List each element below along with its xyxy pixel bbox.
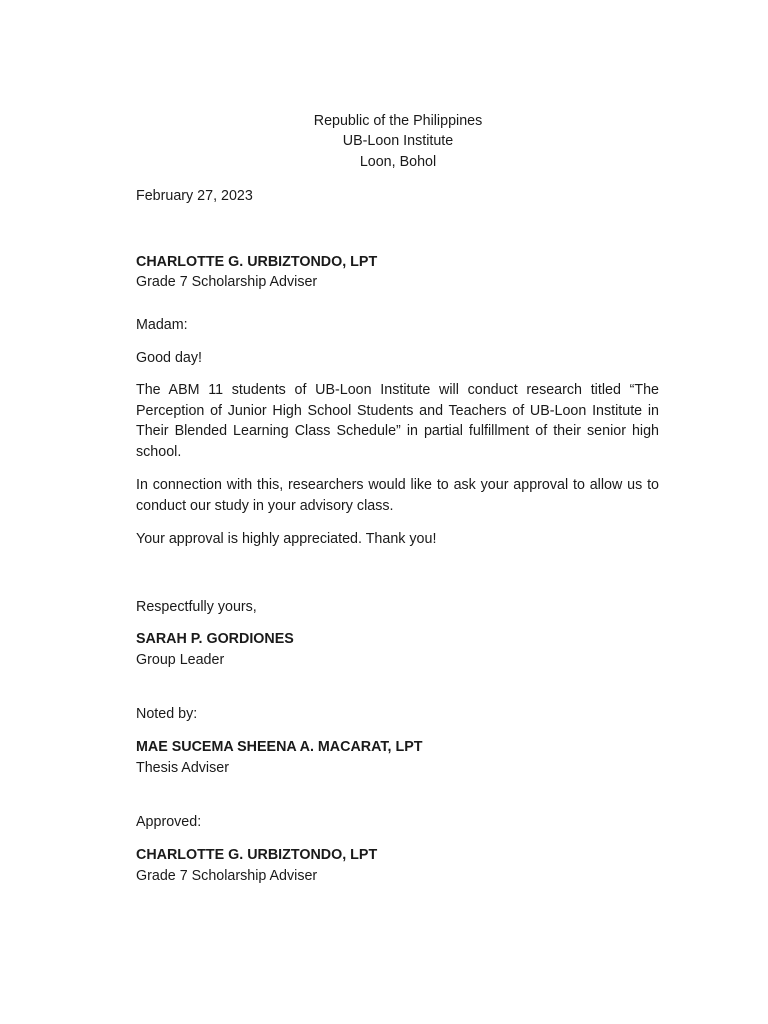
letterhead-institution: UB-Loon Institute [342, 133, 454, 149]
closing-phrase: Respectfully yours, [136, 599, 257, 615]
sender-title: Group Leader [136, 652, 225, 668]
noted-by-label: Noted by: [136, 706, 198, 722]
approved-title: Grade 7 Scholarship Adviser [136, 868, 318, 884]
approved-label: Approved: [136, 814, 202, 830]
approved-name: CHARLOTTE G. URBIZTONDO, LPT [136, 847, 378, 863]
letterhead-country: Republic of the Philippines [313, 113, 483, 129]
letter-date: February 27, 2023 [136, 188, 253, 204]
noted-by-title: Thesis Adviser [136, 760, 229, 776]
recipient-name: CHARLOTTE G. URBIZTONDO, LPT [136, 254, 378, 270]
letterhead-location: Loon, Bohol [359, 154, 437, 170]
body-paragraph-3: Your approval is highly appreciated. Thank you! [136, 531, 437, 547]
noted-by-name: MAE SUCEMA SHEENA A. MACARAT, LPT [136, 739, 423, 755]
body-paragraph-1: The ABM 11 students of UB-Loon Institute will conduct research titled “The Perception of Junior High School Students and Teachers of UB-Loon Institute in Their Blended Learning Class Schedule” in partial fulfillment of their senior high school. [136, 382, 659, 461]
recipient-title: Grade 7 Scholarship Adviser [136, 274, 318, 290]
body-paragraph-2: In connection with this, researchers would like to ask your approval to allow us to conduct our study in your advisory class. [136, 477, 659, 514]
sender-name: SARAH P. GORDIONES [136, 631, 294, 647]
salutation: Madam: [136, 317, 188, 333]
greeting: Good day! [136, 350, 202, 366]
